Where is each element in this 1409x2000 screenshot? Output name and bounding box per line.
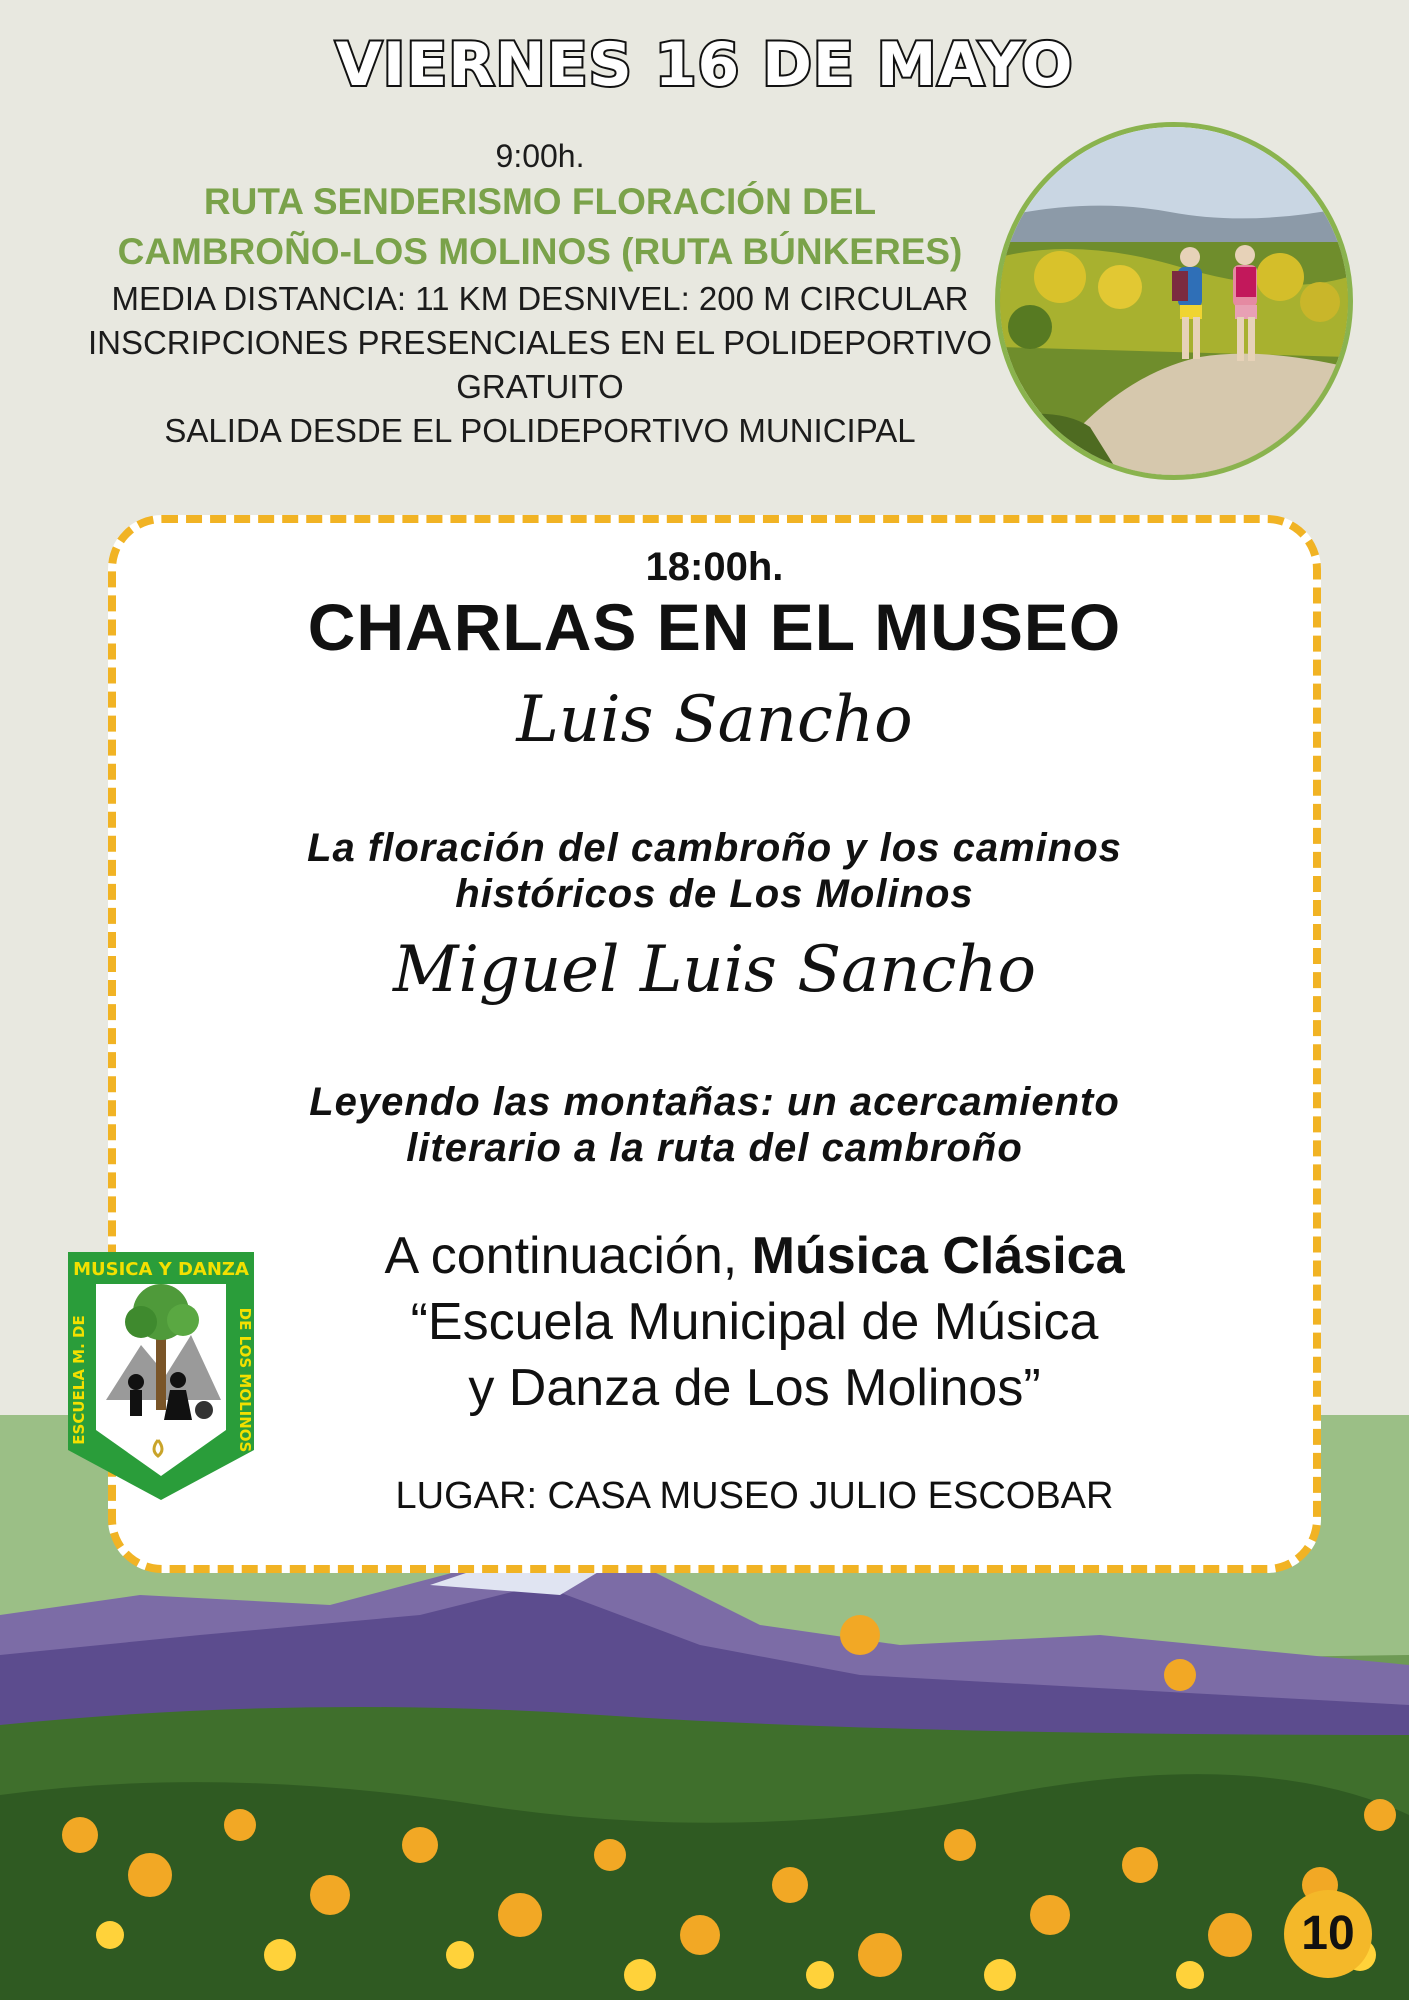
talks-time: 18:00h. <box>645 545 784 589</box>
hikers-photo <box>995 122 1353 480</box>
hike-distance: MEDIA DISTANCIA: 11 KM DESNIVEL: 200 M CIRCULAR <box>111 280 969 317</box>
hike-section <box>40 135 1040 453</box>
talks-title: CHARLAS EN EL MUSEO <box>307 590 1122 664</box>
speaker-2: Miguel Luis Sancho <box>392 933 1037 1007</box>
hike-title-line1: RUTA SENDERISMO FLORACIÓN DEL <box>203 181 877 222</box>
logo-top-text: MUSICA Y DANZA <box>73 1259 249 1280</box>
music-dance-school-crest <box>66 1250 256 1502</box>
page-number-badge: 10 <box>1284 1890 1372 1978</box>
talk-2-title <box>116 1079 1313 1171</box>
hike-registration: INSCRIPCIONES PRESENCIALES EN EL POLIDEPORTIVO <box>87 324 993 361</box>
hike-price: GRATUITO <box>456 368 624 405</box>
hike-time: 9:00h. <box>495 138 585 174</box>
logo-right-text: DE LOS MOLINOS <box>236 1307 254 1453</box>
logo-left-text: ESCUELA M. DE <box>70 1315 88 1445</box>
music-genre: Música Clásica <box>751 1227 1125 1285</box>
music-block <box>196 1223 1313 1421</box>
music-school-line1: “Escuela Municipal de Música <box>410 1293 1099 1351</box>
talk-1-line2: históricos de Los Molinos <box>455 872 974 916</box>
music-school-line2: y Danza de Los Molinos” <box>468 1359 1041 1417</box>
speaker-1: Luis Sancho <box>516 683 913 757</box>
music-prefix: A continuación, <box>384 1227 752 1285</box>
talks-card <box>108 515 1321 1573</box>
venue: LUGAR: CASA MUSEO JULIO ESCOBAR <box>395 1475 1114 1517</box>
talk-1-title <box>116 825 1313 917</box>
talk-2-line1: Leyendo las montañas: un acercamiento <box>309 1080 1120 1124</box>
hike-departure: SALIDA DESDE EL POLIDEPORTIVO MUNICIPAL <box>164 412 916 449</box>
page-title: VIERNES 16 DE MAYO <box>335 30 1074 100</box>
hike-title-line2: CAMBROÑO-LOS MOLINOS (RUTA BÚNKERES) <box>117 231 963 272</box>
talk-1-line1: La floración del cambroño y los caminos <box>307 826 1122 870</box>
talk-2-line2: literario a la ruta del cambroño <box>406 1126 1023 1170</box>
